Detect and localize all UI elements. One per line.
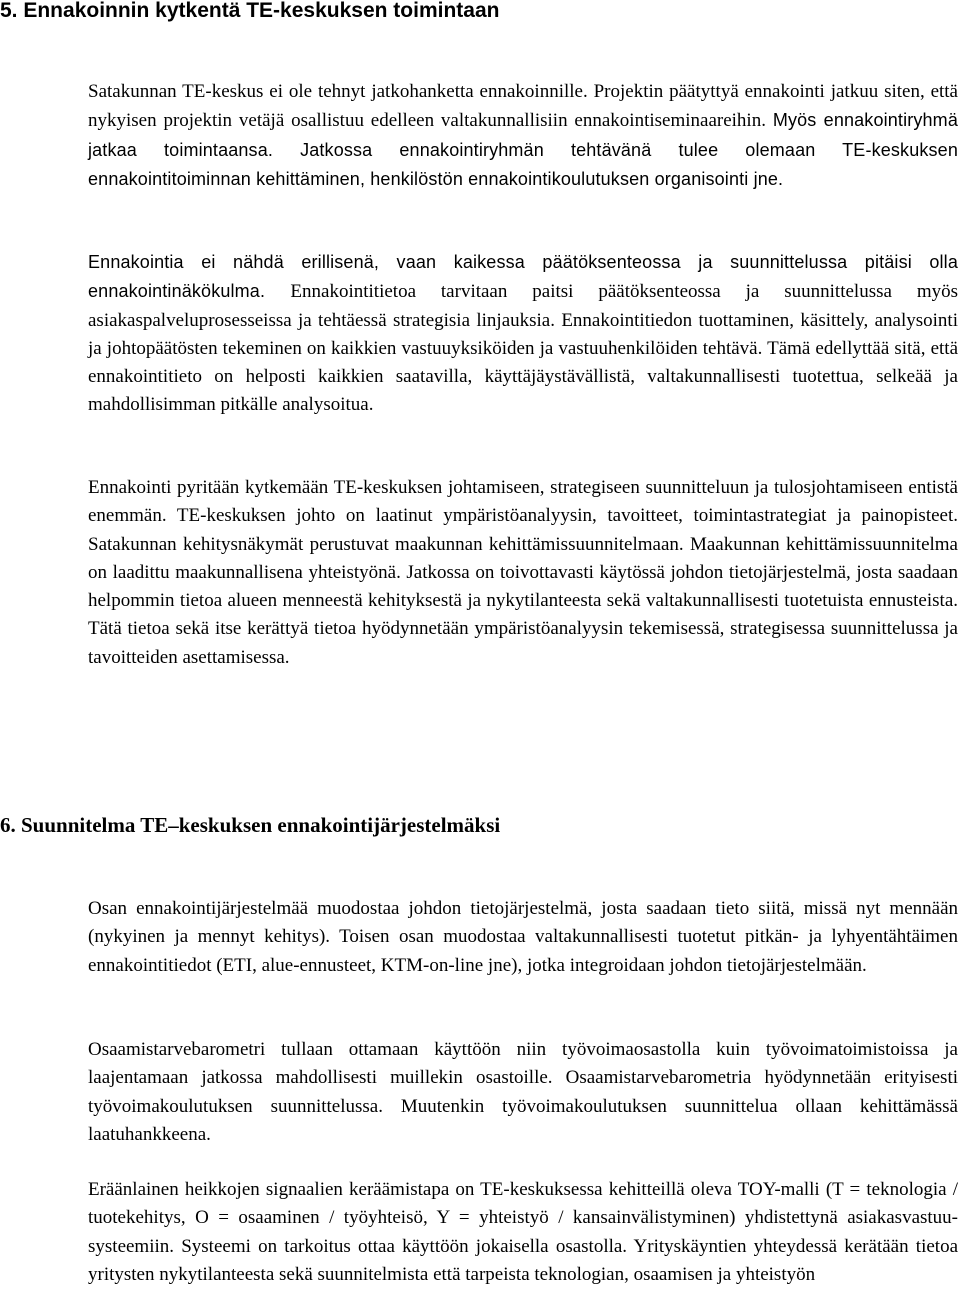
section-5-heading: 5. Ennakoinnin kytkentä TE-keskuksen toimintaan (0, 0, 500, 22)
section-5-paragraph-1-part-b: Myös ennakointiryhmä jatkaa toimintaansa. Jatkossa ennakointiryhmän tehtävänä tulee olemaan TE-keskuksen ennakointitoiminnan kehittäminen, henkilöstön ennakointikoulutuksen organisointi jne. (88, 110, 958, 189)
section-5-paragraph-1 (88, 78, 958, 194)
section-6-paragraph-2: Osaamistarvebarometri tullaan ottamaan käyttöön niin työvoimaosastolla kuin työvoimatoimistoissa ja laajentamaan jatkossa mahdollisesti muillekin osastoille. Osaamistarvebarometria hyödynnetään erityisesti työvoimakoulutuksen suunnittelussa. Muutenkin työvoimakoulutuksen suunnittelua ollaan kehittämässä laatuhankkeena. (88, 1039, 958, 1145)
section-6-paragraph-1: Osan ennakointijärjestelmää muodostaa johdon tietojärjestelmä, josta saadaan tieto siitä, missä nyt mennään (nykyinen ja mennyt kehitys). Toisen osan muodostaa valtakunnallisesti tuotetut pitkän- ja lyhyentähtäimen ennakointitiedot (ETI, alue-ennusteet, KTM-on-line jne), jotka integroidaan johdon tietojärjestelmään. (88, 898, 958, 976)
section-5-paragraph-2-part-a: Ennakointia ei nähdä erillisenä, vaan kaikessa päätöksenteossa ja suunnittelussa pitäisi olla ennakointinäkökulma. (88, 252, 958, 302)
section-5-paragraph-2-part-b: Ennakointitietoa tarvitaan paitsi päätöksenteossa ja suunnittelussa myös asiakaspalveluprosesseissa ja tehtäessä strategisia linjauksia. Ennakointitiedon tuottaminen, käsittely, analysointi ja johtopäätösten tekeminen on kaikkien vastuuyksiköiden ja vastuuhenkilöiden tehtävä. Tämä edellyttää sitä, että ennakointitieto on helposti kaikkien saatavilla, käyttäjäystävällistä, valtakunnallisesti tuotettua, selkeää ja mahdollisimman pitkälle analysoitua. (88, 281, 958, 416)
section-6-paragraph-3: Eräänlainen heikkojen signaalien keräämistapa on TE-keskuksessa kehitteillä oleva TOY-malli (T = teknologia / tuotekehitys, O = osaaminen / työyhteisö, Y = yhteistyö / kansainvälistyminen) yhdistettynä asiakasvastuu-systeemiin. Systeemi on tarkoitus ottaa käyttöön jokaisella osastolla. Yrityskäyntien yhteydessä kerätään tietoa yritysten nykytilanteesta sekä suunnitelmista että tarpeista teknologian, osaamisen ja yhteistyön (88, 1179, 958, 1285)
section-5-paragraph-3: Ennakointi pyritään kytkemään TE-keskuksen johtamiseen, strategiseen suunnitteluun ja tulosjohtamiseen entistä enemmän. TE-keskuksen johto on laatinut ympäristöanalyysin, tavoitteet, toimintastrategiat ja painopisteet. Satakunnan kehitysnäkymät perustuvat maakunnan kehittämissuunnitelmaan. Maakunnan kehittämissuunnitelma on laadittu maakunnallisena yhteistyönä. Jatkossa on toivottavasti käytössä johdon tietojärjestelmä, josta saadaan helpommin tietoa alueen menneestä kehityksestä ja nykytilanteesta sekä valtakunnallisesti tuotetuista ennusteista. Tätä tietoa sekä itse kerättyä tietoa hyödynnetään ympäristöanalyysin tekemisessä, strategisessa suunnittelussa ja tavoitteiden asettamisessa. (88, 477, 958, 668)
section-6-heading: 6. Suunnitelma TE–keskuksen ennakointijärjestelmäksi (0, 813, 501, 837)
section-5-paragraph-1-part-a: Satakunnan TE-keskus ei ole tehnyt jatkohanketta ennakoinnille. Projektin päätyttyä ennakointi jatkuu siten, että nykyisen projektin vetäjä osallistuu edelleen valtakunnallisiin ennakointiseminaareihin. (88, 81, 958, 132)
section-5-paragraph-2 (88, 248, 958, 420)
